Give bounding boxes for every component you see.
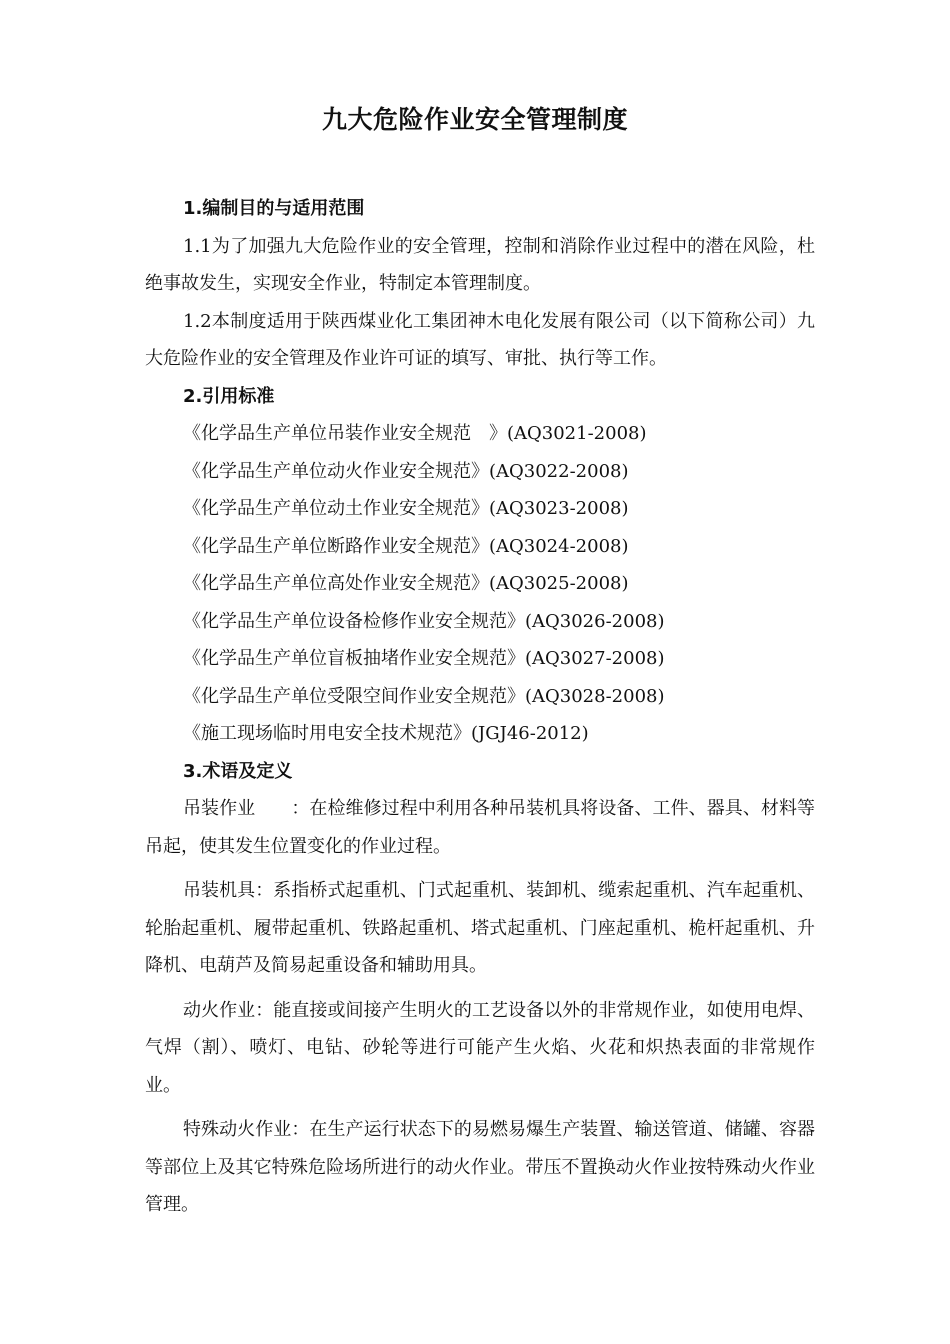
section-3-heading: 3.术语及定义 <box>183 760 293 782</box>
reference-item: 《化学品生产单位吊装作业安全规范 》(AQ3021-2008) <box>183 423 647 444</box>
document-body <box>145 190 815 1224</box>
definition-hoisting-equipment: 吊装机具：系指桥式起重机、门式起重机、装卸机、缆索起重机、汽车起重机、轮胎起重机、履带起重机、铁路起重机、塔式起重机、门座起重机、桅杆起重机、升降机、电葫芦及简易起重设备和辅助用具。 <box>145 880 815 976</box>
document-title: 九大危险作业安全管理制度 <box>321 105 628 134</box>
reference-item: 《化学品生产单位受限空间作业安全规范》(AQ3028-2008) <box>183 685 665 707</box>
reference-item: 《施工现场临时用电安全技术规范》(JGJ46-2012) <box>183 723 589 744</box>
reference-item: 《化学品生产单位断路作业安全规范》(AQ3024-2008) <box>183 535 629 557</box>
section-2-heading: 2.引用标准 <box>183 385 275 407</box>
definition-hoisting: 吊装作业 ：在检维修过程中利用各种吊装机具将设备、工件、器具、材料等吊起，使其发生位置变化的作业过程。 <box>145 798 815 857</box>
reference-item: 《化学品生产单位盲板抽堵作业安全规范》(AQ3027-2008) <box>183 648 665 669</box>
reference-item: 《化学品生产单位动火作业安全规范》(AQ3022-2008) <box>183 460 629 482</box>
section-1-heading: 1.编制目的与适用范围 <box>183 198 365 219</box>
paragraph-1-2: 1.2本制度适用于陕西煤业化工集团神木电化发展有限公司（以下简称公司）九大危险作业的安全管理及作业许可证的填写、审批、执行等工作。 <box>145 310 815 369</box>
definition-special-hot-work: 特殊动火作业：在生产运行状态下的易燃易爆生产装置、输送管道、储罐、容器等部位上及其它特殊危险场所进行的动火作业。带压不置换动火作业按特殊动火作业管理。 <box>145 1119 815 1215</box>
definition-hot-work: 动火作业：能直接或间接产生明火的工艺设备以外的非常规作业，如使用电焊、气焊（割）、喷灯、电钻、砂轮等进行可能产生火焰、火花和炽热表面的非常规作业。 <box>145 999 815 1096</box>
reference-item: 《化学品生产单位设备检修作业安全规范》(AQ3026-2008) <box>183 610 665 632</box>
paragraph-1-1: 1.1为了加强九大危险作业的安全管理，控制和消除作业过程中的潜在风险，杜绝事故发生，实现安全作业，特制定本管理制度。 <box>145 235 815 294</box>
reference-item: 《化学品生产单位动土作业安全规范》(AQ3023-2008) <box>183 498 629 519</box>
reference-item: 《化学品生产单位高处作业安全规范》(AQ3025-2008) <box>183 573 629 594</box>
